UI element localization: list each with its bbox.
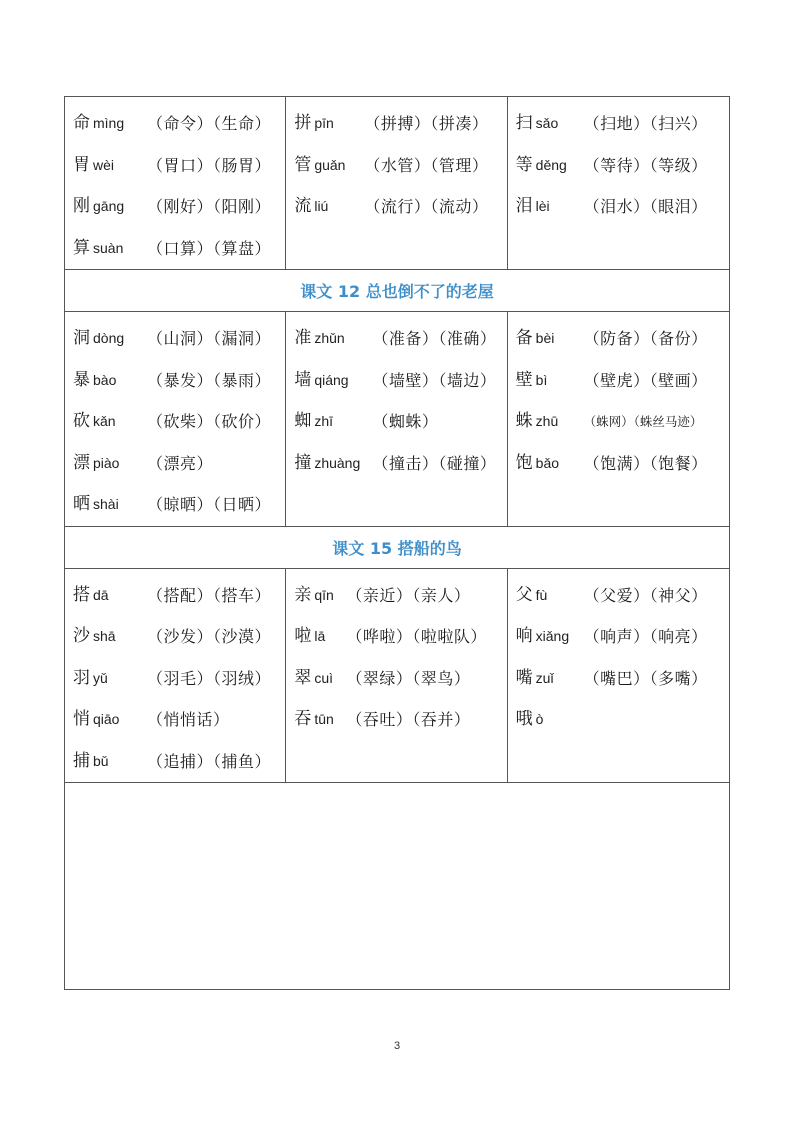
vocab-words: （拼搏）（拼凑） bbox=[364, 114, 489, 133]
vocab-pinyin: zhuàng bbox=[314, 454, 361, 471]
vocab-entry bbox=[294, 186, 506, 228]
vocab-words: （扫地）（扫兴） bbox=[583, 114, 708, 133]
vocab-words: （翠绿）（翠鸟） bbox=[346, 668, 471, 688]
vocab-character: 饱 bbox=[515, 452, 533, 473]
vocab-character: 嘴 bbox=[515, 667, 533, 688]
vocab-words: （吞吐）（吞并） bbox=[346, 710, 471, 729]
vocab-entry bbox=[294, 575, 506, 617]
vocab-words: （晾晒）（日晒） bbox=[147, 495, 272, 514]
vocab-words: （壁虎）（壁画） bbox=[583, 370, 708, 390]
vocab-entry bbox=[516, 699, 729, 741]
vocab-words: （追捕）（捕鱼） bbox=[147, 751, 272, 771]
vocab-character: 响 bbox=[515, 626, 533, 646]
vocab-character: 吞 bbox=[294, 709, 312, 729]
vocab-character: 算 bbox=[73, 237, 90, 258]
vocab-character: 刚 bbox=[73, 196, 90, 216]
vocab-character: 流 bbox=[294, 196, 312, 216]
vocab-pinyin: wèi bbox=[93, 156, 115, 173]
vocab-words: （沙发）（沙漠） bbox=[147, 627, 272, 646]
vocab-pinyin: zuǐ bbox=[535, 669, 554, 686]
vocab-entry bbox=[73, 145, 285, 187]
vocab-character: 哦 bbox=[515, 709, 533, 729]
vocab-character: 亲 bbox=[294, 584, 312, 605]
vocab-entry bbox=[516, 186, 729, 228]
vocab-character: 搭 bbox=[73, 584, 90, 605]
vocab-pinyin: sǎo bbox=[535, 115, 559, 131]
vocab-pinyin: yǔ bbox=[93, 669, 108, 686]
vocab-character: 父 bbox=[515, 584, 533, 605]
vocab-pinyin: děng bbox=[535, 156, 567, 173]
vocab-pinyin: liú bbox=[314, 198, 329, 214]
vocab-entry bbox=[516, 616, 729, 658]
vocab-character: 准 bbox=[294, 328, 312, 348]
vocab-words: （饱满）（饱餐） bbox=[583, 453, 708, 473]
vocab-pinyin: dā bbox=[93, 586, 109, 603]
vocab-entry bbox=[73, 186, 285, 228]
vocab-entry bbox=[294, 401, 506, 443]
vocab-character: 啦 bbox=[294, 626, 312, 646]
vocab-pinyin: ò bbox=[535, 711, 544, 727]
vocab-words: （防备）（备份） bbox=[583, 329, 708, 348]
vocab-character: 撞 bbox=[294, 452, 312, 473]
vocab-entry bbox=[294, 616, 506, 658]
vocab-words: （准备）（准确） bbox=[372, 329, 497, 348]
vocab-entry bbox=[73, 360, 285, 402]
vocab-words: （等待）（等级） bbox=[583, 155, 708, 175]
vocab-entry bbox=[516, 443, 729, 485]
vocab-entry bbox=[73, 699, 285, 741]
vocab-pinyin: suàn bbox=[93, 239, 124, 256]
lesson15-col2 bbox=[286, 568, 507, 783]
lesson12-row bbox=[65, 312, 730, 527]
vocab-entry bbox=[73, 741, 285, 783]
vocab-words: （命令）（生命） bbox=[147, 114, 272, 133]
lesson15-col1 bbox=[65, 568, 286, 783]
vocab-pinyin: lā bbox=[314, 628, 326, 644]
vocab-character: 管 bbox=[294, 154, 312, 175]
vocab-words: （羽毛）（羽绒） bbox=[147, 668, 272, 688]
vocab-pinyin: piào bbox=[93, 454, 120, 471]
vocab-entry bbox=[73, 318, 285, 360]
vocab-words: （哗啦）（啦啦队） bbox=[346, 627, 487, 646]
vocab-character: 砍 bbox=[73, 411, 90, 431]
vocab-pinyin: mìng bbox=[93, 115, 125, 131]
vocab-entry bbox=[294, 103, 506, 145]
vocab-character: 暴 bbox=[73, 369, 90, 390]
vocab-entry bbox=[73, 616, 285, 658]
vocab-pinyin: bèi bbox=[535, 330, 555, 346]
vocab-pinyin: lèi bbox=[535, 198, 550, 214]
vocab-pinyin: zhī bbox=[314, 413, 334, 429]
vocab-pinyin: qiáng bbox=[314, 371, 349, 388]
vocab-character: 等 bbox=[515, 154, 533, 175]
vocabulary-table bbox=[64, 96, 730, 990]
vocab-pinyin: qiāo bbox=[93, 711, 120, 727]
vocab-words: （山洞）（漏洞） bbox=[147, 329, 272, 348]
section1-col3 bbox=[507, 97, 729, 270]
vocab-words: （砍柴）（砍价） bbox=[147, 412, 272, 431]
lesson12-col3 bbox=[507, 312, 729, 527]
vocab-character: 晒 bbox=[73, 494, 90, 514]
vocab-words: （蛛网）（蛛丝马迹） bbox=[583, 414, 703, 429]
vocab-pinyin: qīn bbox=[314, 586, 334, 603]
vocab-entry bbox=[73, 443, 285, 485]
vocab-pinyin: shā bbox=[93, 628, 116, 644]
vocab-words: （水管）（管理） bbox=[364, 155, 489, 175]
section1-col1 bbox=[65, 97, 286, 270]
vocab-words: （胃口）（肠胃） bbox=[147, 155, 272, 175]
vocab-entry bbox=[294, 443, 506, 485]
vocab-pinyin: cuì bbox=[314, 669, 334, 686]
vocab-words: （墙壁）（墙边） bbox=[372, 370, 497, 390]
vocab-pinyin: kǎn bbox=[93, 413, 116, 429]
vocab-character: 漂 bbox=[73, 452, 90, 473]
vocab-character: 沙 bbox=[73, 626, 90, 646]
blank-area bbox=[65, 783, 730, 990]
vocab-words: （嘴巴）（多嘴） bbox=[583, 668, 708, 688]
vocab-character: 胃 bbox=[73, 154, 90, 175]
vocab-character: 洞 bbox=[73, 328, 90, 348]
vocab-character: 翠 bbox=[294, 667, 312, 688]
vocab-character: 羽 bbox=[73, 667, 90, 688]
vocab-words: （亲近）（亲人） bbox=[346, 585, 471, 605]
vocab-words: （漂亮） bbox=[147, 453, 214, 473]
section1-col2 bbox=[286, 97, 507, 270]
vocab-words: （撞击）（碰撞） bbox=[372, 453, 497, 473]
vocab-entry bbox=[73, 484, 285, 526]
vocab-entry bbox=[516, 318, 729, 360]
vocab-character: 悄 bbox=[73, 709, 90, 729]
lesson15-title: 课文 15 搭船的鸟 bbox=[65, 526, 730, 568]
vocab-pinyin: tūn bbox=[314, 711, 334, 727]
vocab-pinyin: pīn bbox=[314, 115, 334, 131]
vocab-pinyin: zhǔn bbox=[314, 330, 345, 346]
vocab-entry bbox=[294, 699, 506, 741]
vocab-entry bbox=[294, 145, 506, 187]
vocab-entry bbox=[516, 103, 729, 145]
vocab-entry bbox=[294, 658, 506, 700]
vocab-pinyin: dòng bbox=[93, 330, 125, 346]
vocab-pinyin: bào bbox=[93, 371, 117, 388]
page-number: 3 bbox=[393, 1040, 401, 1052]
vocab-entry bbox=[73, 228, 285, 270]
vocab-entry bbox=[294, 318, 506, 360]
vocab-character: 拼 bbox=[294, 113, 312, 133]
vocab-entry bbox=[73, 658, 285, 700]
vocab-pinyin: bì bbox=[535, 371, 548, 388]
vocab-words: （泪水）（眼泪） bbox=[583, 197, 708, 216]
vocab-character: 壁 bbox=[515, 369, 533, 390]
vocab-character: 捕 bbox=[73, 750, 90, 771]
vocab-entry bbox=[516, 575, 729, 617]
vocab-entry bbox=[73, 401, 285, 443]
vocab-character: 蜘 bbox=[294, 411, 312, 431]
vocab-words: （蜘蛛） bbox=[372, 412, 439, 431]
lesson12-title: 课文 12 总也倒不了的老屋 bbox=[65, 270, 730, 312]
vocab-character: 蛛 bbox=[515, 411, 533, 431]
vocab-pinyin: fù bbox=[535, 586, 548, 603]
section1-row bbox=[65, 97, 730, 270]
vocab-character: 墙 bbox=[294, 369, 312, 390]
lesson15-row bbox=[65, 568, 730, 783]
vocab-entry bbox=[516, 360, 729, 402]
lesson12-col1 bbox=[65, 312, 286, 527]
vocab-words: （刚好）（阳刚） bbox=[147, 197, 272, 216]
vocab-character: 泪 bbox=[515, 196, 533, 216]
vocab-words: （暴发）（暴雨） bbox=[147, 370, 272, 390]
vocab-character: 命 bbox=[73, 113, 90, 133]
vocab-entry bbox=[516, 145, 729, 187]
vocab-pinyin: bǎo bbox=[535, 454, 560, 471]
vocab-entry bbox=[73, 103, 285, 145]
vocab-character: 扫 bbox=[515, 113, 533, 133]
vocab-pinyin: zhū bbox=[535, 413, 559, 429]
vocab-pinyin: guǎn bbox=[314, 156, 346, 173]
vocab-words: （悄悄话） bbox=[147, 710, 230, 729]
vocab-entry bbox=[516, 658, 729, 700]
vocab-entry bbox=[516, 401, 729, 443]
vocab-words: （父爱）（神父） bbox=[583, 585, 708, 605]
lesson12-col2 bbox=[286, 312, 507, 527]
vocab-entry bbox=[73, 575, 285, 617]
vocab-character: 备 bbox=[515, 328, 533, 348]
vocab-entry bbox=[294, 360, 506, 402]
vocab-words: （流行）（流动） bbox=[364, 197, 489, 216]
vocab-words: （口算）（算盘） bbox=[147, 238, 272, 258]
vocab-pinyin: shài bbox=[93, 496, 119, 512]
vocab-words: （搭配）（搭车） bbox=[147, 585, 272, 605]
vocab-pinyin: gāng bbox=[93, 198, 125, 214]
vocab-pinyin: xiǎng bbox=[535, 628, 570, 644]
vocab-pinyin: bǔ bbox=[93, 752, 109, 769]
lesson15-col3 bbox=[507, 568, 729, 783]
vocab-words: （响声）（响亮） bbox=[583, 627, 708, 646]
